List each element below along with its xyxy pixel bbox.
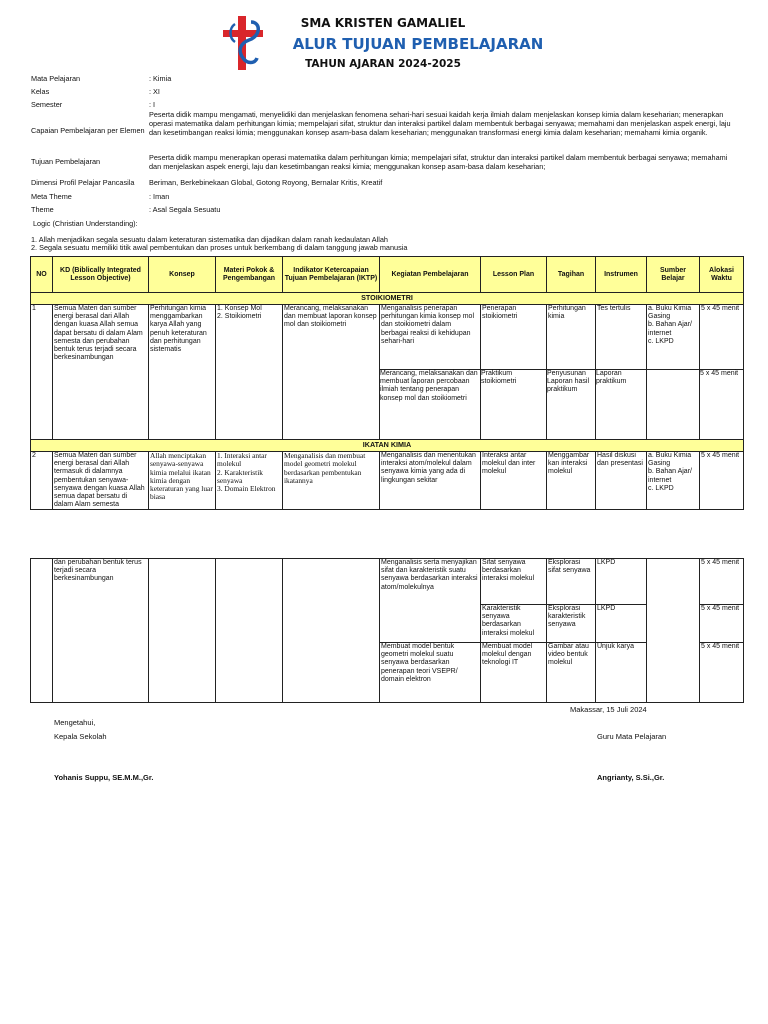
- acknowledged-label: Mengetahui,: [54, 718, 96, 727]
- cell-kegiatan: Menganalisis serta menyajikan sifat dan karakteristik suatu senyawa berdasarkan interaksi atom/molekulnya: [380, 559, 481, 643]
- sub-lesson: Praktikum stoikiometri: [481, 369, 547, 439]
- cell-no: [31, 559, 53, 703]
- info-label: Mata Pelajaran: [31, 74, 81, 83]
- school-name: SMA KRISTEN GAMALIEL: [300, 16, 466, 30]
- section-row: [31, 440, 744, 452]
- document-title: ALUR TUJUAN PEMBELAJARAN: [292, 35, 544, 53]
- table-row: [31, 452, 744, 510]
- sub-sumber: a. Buku Kimia Gasing b. Bahan Ajar/ internet c. LKPD: [648, 305, 692, 345]
- info-label: Semester: [31, 100, 63, 109]
- sub-tagihan: Penyusunan Laporan hasil praktikum: [547, 369, 596, 439]
- header-sumber: Sumber Belajar: [647, 257, 700, 293]
- cell-sumber: a. Buku Kimia Gasing b. Bahan Ajar/ internet c. LKPD: [647, 452, 700, 510]
- header-kd: KD (Biblically Integrated Lesson Objective): [53, 257, 149, 293]
- sub-lesson: Penerapan stoikiometri: [482, 305, 518, 321]
- info-value: Peserta didik mampu mengamati, menyelidiki dan menjelaskan fenomena sehari-hari sesuai kaidah kerja ilmiah dalam menjelaskan konsep kimia dalam keseharian; menerapkan operasi matematika dalam perhitungan kimia; mempelajari sifat, struktur dan interaksi partikel dalam membentuk berbagai senyawa; memahami dan menjelaskan aspek energi, laju dan kesetimbangan reaksi kimia; menggunakan konsep asam-basa dalam keseharian; menggunakan transformasi energi kimia dalam keseharian; memahami kimia organik.: [149, 110, 731, 137]
- cell-lesson: Interaksi antar molekul dan inter molekul: [481, 452, 547, 510]
- learning-table-continued: [30, 558, 744, 703]
- cell-tagihan: [547, 305, 596, 440]
- info-label: Kelas: [31, 87, 50, 96]
- info-value: : Iman: [149, 192, 170, 201]
- cell-sumber: [647, 559, 700, 703]
- cell-instrumen: Unjuk karya: [596, 643, 647, 703]
- cell-tagihan: Eksplorasi sifat senyawa: [547, 559, 596, 605]
- cell-alokasi: 5 x 45 menit: [700, 605, 744, 643]
- sub-tagihan: Perhitungan kimia: [548, 305, 586, 321]
- header-iktp: Indikator Ketercapaian Tujuan Pembelajaran (IKTP): [283, 257, 380, 293]
- header-materi: Materi Pokok & Pengembangan: [216, 257, 283, 293]
- table-header-row: [31, 257, 744, 293]
- principal-role: Kepala Sekolah: [54, 732, 107, 741]
- logic-item: 1. Allah menjadikan segala sesuatu dalam keteraturan sistematika dan dijadikan dalam ranah kedaulatan Allah: [31, 235, 388, 244]
- header-instrumen: Instrumen: [596, 257, 647, 293]
- cell-tagihan: Menggambar kan interaksi molekul: [547, 452, 596, 510]
- cell-instrumen: LKPD: [596, 605, 647, 643]
- info-label: Theme: [31, 205, 54, 214]
- info-value: : I: [149, 100, 156, 109]
- header-konsep: Konsep: [149, 257, 216, 293]
- cell-no: 2: [31, 452, 53, 510]
- header-kegiatan: Kegiatan Pembelajaran: [380, 257, 481, 293]
- cell-kd: Semua Materi dan sumber energi berasal dari Allah dengan kuasa Allah semua dapat bersatu di dalam Alam semesta dan perubahan bentuk terus terjadi secara berkesinambungan: [53, 305, 149, 440]
- sub-instrumen: Tes tertulis: [597, 305, 631, 312]
- cell-kegiatan: Membuat model bentuk geometri molekul suatu senyawa berdasarkan penerapan teori VSEPR/ domain elektron: [380, 643, 481, 703]
- cell-iktp: [283, 559, 380, 703]
- sub-alokasi: 5 x 45 menit: [701, 305, 740, 312]
- cell-iktp: Menganalisis dan membuat model geometri molekul berdasarkan pembentukan ikatannya: [283, 452, 380, 510]
- info-value: : Kimia: [149, 74, 172, 83]
- cell-sumber: [647, 305, 700, 440]
- info-value: : XI: [149, 87, 160, 96]
- header-no: NO: [31, 257, 53, 293]
- principal-name: Yohanis Suppu, SE.M.M.,Gr.: [54, 773, 154, 782]
- header-alokasi: Alokasi Waktu: [700, 257, 744, 293]
- sub-kegiatan: Merancang, melaksanakan dan membuat laporan percobaan ilmiah tentang penerapan konsep mol dan stoikiometri: [380, 369, 481, 439]
- section-row: [31, 293, 744, 305]
- section-title: STOIKIOMETRI: [31, 293, 744, 305]
- cell-lesson: [481, 305, 547, 440]
- cell-tagihan: Gambar atau video bentuk molekul: [547, 643, 596, 703]
- cell-iktp: Merancang, melaksanakan dan membuat laporan konsep mol dan stoikiometri: [283, 305, 380, 440]
- sub-kegiatan: Menganalisis penerapan perhitungan kimia konsep mol dan stoikiometri dalam berbagai reaksi di kehidupan sehari-hari: [381, 305, 474, 345]
- sub-alokasi: 5 x 45 menit: [700, 369, 744, 439]
- teacher-role: Guru Mata Pelajaran: [597, 732, 667, 741]
- cell-konsep: Perhitungan kimia menggambarkan karya Allah yang penuh keteraturan dan perhitungan sistematis: [149, 305, 216, 440]
- table-row: [31, 305, 744, 440]
- info-label: Capaian Pembelajaran per Elemen: [31, 126, 145, 135]
- cell-kd: Semua Materi dan sumber energi berasal dari Allah termasuk di dalamnya pembentukan senyawa-senyawa dengan kuasa Allah semua dapat bersatu di dalam Alam semesta: [53, 452, 149, 510]
- cell-instrumen: [596, 305, 647, 440]
- info-value: Peserta didik mampu menerapkan operasi matematika dalam perhitungan kimia; mempelajari sifat, struktur dan interaksi partikel dalam membentuk berbagai senyawa; memahami dan menjelaskan aspek energi, laju dan kesetimbangan reaksi kimia; menggunakan konsep asam-basa dalam keseharian;: [149, 153, 728, 171]
- cell-materi: 1. Konsep Mol 2. Stoikiometri: [216, 305, 283, 440]
- header-lesson-plan: Lesson Plan: [481, 257, 547, 293]
- cell-instrumen: Hasil diskusi dan presentasi: [596, 452, 647, 510]
- info-label: Meta Theme: [31, 192, 72, 201]
- cell-alokasi: 5 x 45 menit: [700, 559, 744, 605]
- cell-kd-continued: dan perubahan bentuk terus terjadi secara berkesinambungan: [53, 559, 149, 703]
- cell-tagihan: Eksplorasi karakteristik senyawa: [547, 605, 596, 643]
- section-title: IKATAN KIMIA: [31, 440, 744, 452]
- cell-materi: 1. Interaksi antar molekul 2. Karakteristik senyawa 3. Domain Elektron: [216, 452, 283, 510]
- sub-instrumen: Laporan praktikum: [596, 369, 647, 439]
- info-value: : Asal Segala Sesuatu: [149, 205, 221, 214]
- header-tagihan: Tagihan: [547, 257, 596, 293]
- info-label: Dimensi Profil Pelajar Pancasila: [31, 178, 135, 187]
- cell-lesson: Sifat senyawa berdasarkan interaksi molekul: [481, 559, 547, 605]
- info-value: Beriman, Berkebinekaan Global, Gotong Royong, Bernalar Kritis, Kreatif: [149, 178, 383, 187]
- academic-year: TAHUN AJARAN 2024-2025: [305, 58, 461, 70]
- cell-lesson: Membuat model molekul dengan teknologi IT: [481, 643, 547, 703]
- cell-alokasi: [700, 305, 744, 440]
- cell-lesson: Karakteristik senyawa berdasarkan interaksi molekul: [481, 605, 547, 643]
- logic-item: 2. Segala sesuatu memiliki titik awal pembentukan dan proses untuk berkembang di dalam tanggung jawab manusia: [31, 243, 408, 252]
- cell-konsep: [149, 559, 216, 703]
- sub-sumber: [647, 369, 700, 439]
- learning-table: [30, 256, 744, 510]
- cell-alokasi: 5 x 45 menit: [700, 643, 744, 703]
- logic-label: Logic (Christian Understanding):: [33, 219, 138, 228]
- cell-alokasi: 5 x 45 menit: [700, 452, 744, 510]
- cell-kegiatan: [380, 305, 481, 440]
- cell-kegiatan: Menganalisis dan menentukan interaksi atom/molekul dalam senyawa kimia yang ada di lingkungan sekitar: [380, 452, 481, 510]
- teacher-name: Angrianty, S.Si.,Gr.: [597, 773, 665, 782]
- table-row: [31, 559, 744, 605]
- cell-no: 1: [31, 305, 53, 440]
- place-date: Makassar, 15 Juli 2024: [570, 705, 647, 714]
- cell-konsep: Allah menciptakan senyawa-senyawa kimia melalui ikatan kimia dengan keteraturan yang luar biasa: [149, 452, 216, 510]
- info-label: Tujuan Pembelajaran: [31, 157, 101, 166]
- cell-instrumen: LKPD: [596, 559, 647, 605]
- cell-materi: [216, 559, 283, 703]
